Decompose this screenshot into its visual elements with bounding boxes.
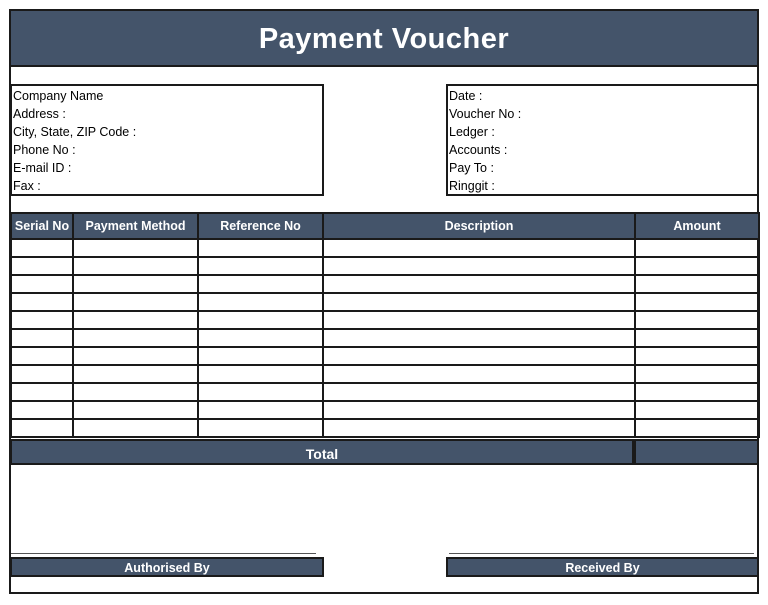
accounts-label: Accounts : — [449, 143, 508, 157]
table-body — [11, 239, 759, 437]
table-row — [11, 401, 759, 419]
payment-items-table — [10, 212, 760, 438]
amount-cell[interactable] — [635, 311, 759, 329]
date-label: Date : — [449, 89, 483, 103]
reference-no-cell[interactable] — [198, 383, 323, 401]
payment-method-cell[interactable] — [73, 311, 198, 329]
table-header-row — [11, 213, 759, 239]
table-row — [11, 383, 759, 401]
amount-cell[interactable] — [635, 401, 759, 419]
company-name-label: Company Name — [13, 89, 104, 103]
voucher-title: Payment Voucher — [11, 11, 757, 67]
phone-label: Phone No : — [13, 143, 76, 157]
reference-no-cell[interactable] — [198, 293, 323, 311]
table-row — [11, 293, 759, 311]
table-row — [11, 419, 759, 437]
description-cell[interactable] — [323, 329, 635, 347]
received-by-label: Received By — [446, 557, 759, 577]
serial-no-cell[interactable] — [11, 239, 73, 257]
column-header-serial-no: Serial No — [11, 213, 73, 239]
table-row — [11, 365, 759, 383]
amount-cell[interactable] — [635, 365, 759, 383]
description-cell[interactable] — [323, 257, 635, 275]
payment-method-cell[interactable] — [73, 257, 198, 275]
authorised-signature-line — [11, 553, 316, 554]
received-signature-line — [449, 553, 754, 554]
serial-no-cell[interactable] — [11, 257, 73, 275]
reference-no-cell[interactable] — [198, 365, 323, 383]
amount-cell[interactable] — [635, 257, 759, 275]
description-cell[interactable] — [323, 419, 635, 437]
address-label: Address : — [13, 107, 66, 121]
description-cell[interactable] — [323, 401, 635, 419]
serial-no-cell[interactable] — [11, 275, 73, 293]
fax-label: Fax : — [13, 179, 41, 193]
reference-no-cell[interactable] — [198, 347, 323, 365]
column-header-amount: Amount — [635, 213, 759, 239]
table-row — [11, 239, 759, 257]
serial-no-cell[interactable] — [11, 401, 73, 419]
email-label: E-mail ID : — [13, 161, 72, 175]
amount-cell[interactable] — [635, 347, 759, 365]
payment-method-cell[interactable] — [73, 365, 198, 383]
description-cell[interactable] — [323, 383, 635, 401]
voucher-sheet — [9, 9, 759, 594]
description-cell[interactable] — [323, 275, 635, 293]
serial-no-cell[interactable] — [11, 311, 73, 329]
column-header-payment-method: Payment Method — [73, 213, 198, 239]
pay-to-label: Pay To : — [449, 161, 494, 175]
description-cell[interactable] — [323, 365, 635, 383]
amount-cell[interactable] — [635, 293, 759, 311]
reference-no-cell[interactable] — [198, 275, 323, 293]
table-row — [11, 347, 759, 365]
amount-cell[interactable] — [635, 239, 759, 257]
description-cell[interactable] — [323, 293, 635, 311]
reference-no-cell[interactable] — [198, 257, 323, 275]
serial-no-cell[interactable] — [11, 419, 73, 437]
serial-no-cell[interactable] — [11, 347, 73, 365]
ledger-label: Ledger : — [449, 125, 495, 139]
total-label: Total — [10, 439, 634, 465]
serial-no-cell[interactable] — [11, 293, 73, 311]
total-amount-cell[interactable] — [634, 439, 759, 465]
payment-method-cell[interactable] — [73, 293, 198, 311]
reference-no-cell[interactable] — [198, 239, 323, 257]
serial-no-cell[interactable] — [11, 365, 73, 383]
serial-no-cell[interactable] — [11, 383, 73, 401]
description-cell[interactable] — [323, 239, 635, 257]
voucher-info-box — [446, 84, 759, 196]
description-cell[interactable] — [323, 347, 635, 365]
authorised-by-label: Authorised By — [10, 557, 324, 577]
payment-method-cell[interactable] — [73, 401, 198, 419]
amount-cell[interactable] — [635, 419, 759, 437]
amount-cell[interactable] — [635, 275, 759, 293]
payment-method-cell[interactable] — [73, 239, 198, 257]
payment-method-cell[interactable] — [73, 329, 198, 347]
column-header-description: Description — [323, 213, 635, 239]
description-cell[interactable] — [323, 311, 635, 329]
city-state-zip-label: City, State, ZIP Code : — [13, 125, 137, 139]
reference-no-cell[interactable] — [198, 401, 323, 419]
serial-no-cell[interactable] — [11, 329, 73, 347]
reference-no-cell[interactable] — [198, 329, 323, 347]
payment-method-cell[interactable] — [73, 275, 198, 293]
amount-cell[interactable] — [635, 383, 759, 401]
table-row — [11, 329, 759, 347]
voucher-no-label: Voucher No : — [449, 107, 522, 121]
payment-method-cell[interactable] — [73, 383, 198, 401]
payment-method-cell[interactable] — [73, 347, 198, 365]
table-row — [11, 275, 759, 293]
company-info-box — [10, 84, 324, 196]
table-row — [11, 257, 759, 275]
amount-cell[interactable] — [635, 329, 759, 347]
table-row — [11, 311, 759, 329]
payment-method-cell[interactable] — [73, 419, 198, 437]
reference-no-cell[interactable] — [198, 419, 323, 437]
reference-no-cell[interactable] — [198, 311, 323, 329]
column-header-reference-no: Reference No — [198, 213, 323, 239]
ringgit-label: Ringgit : — [449, 179, 495, 193]
